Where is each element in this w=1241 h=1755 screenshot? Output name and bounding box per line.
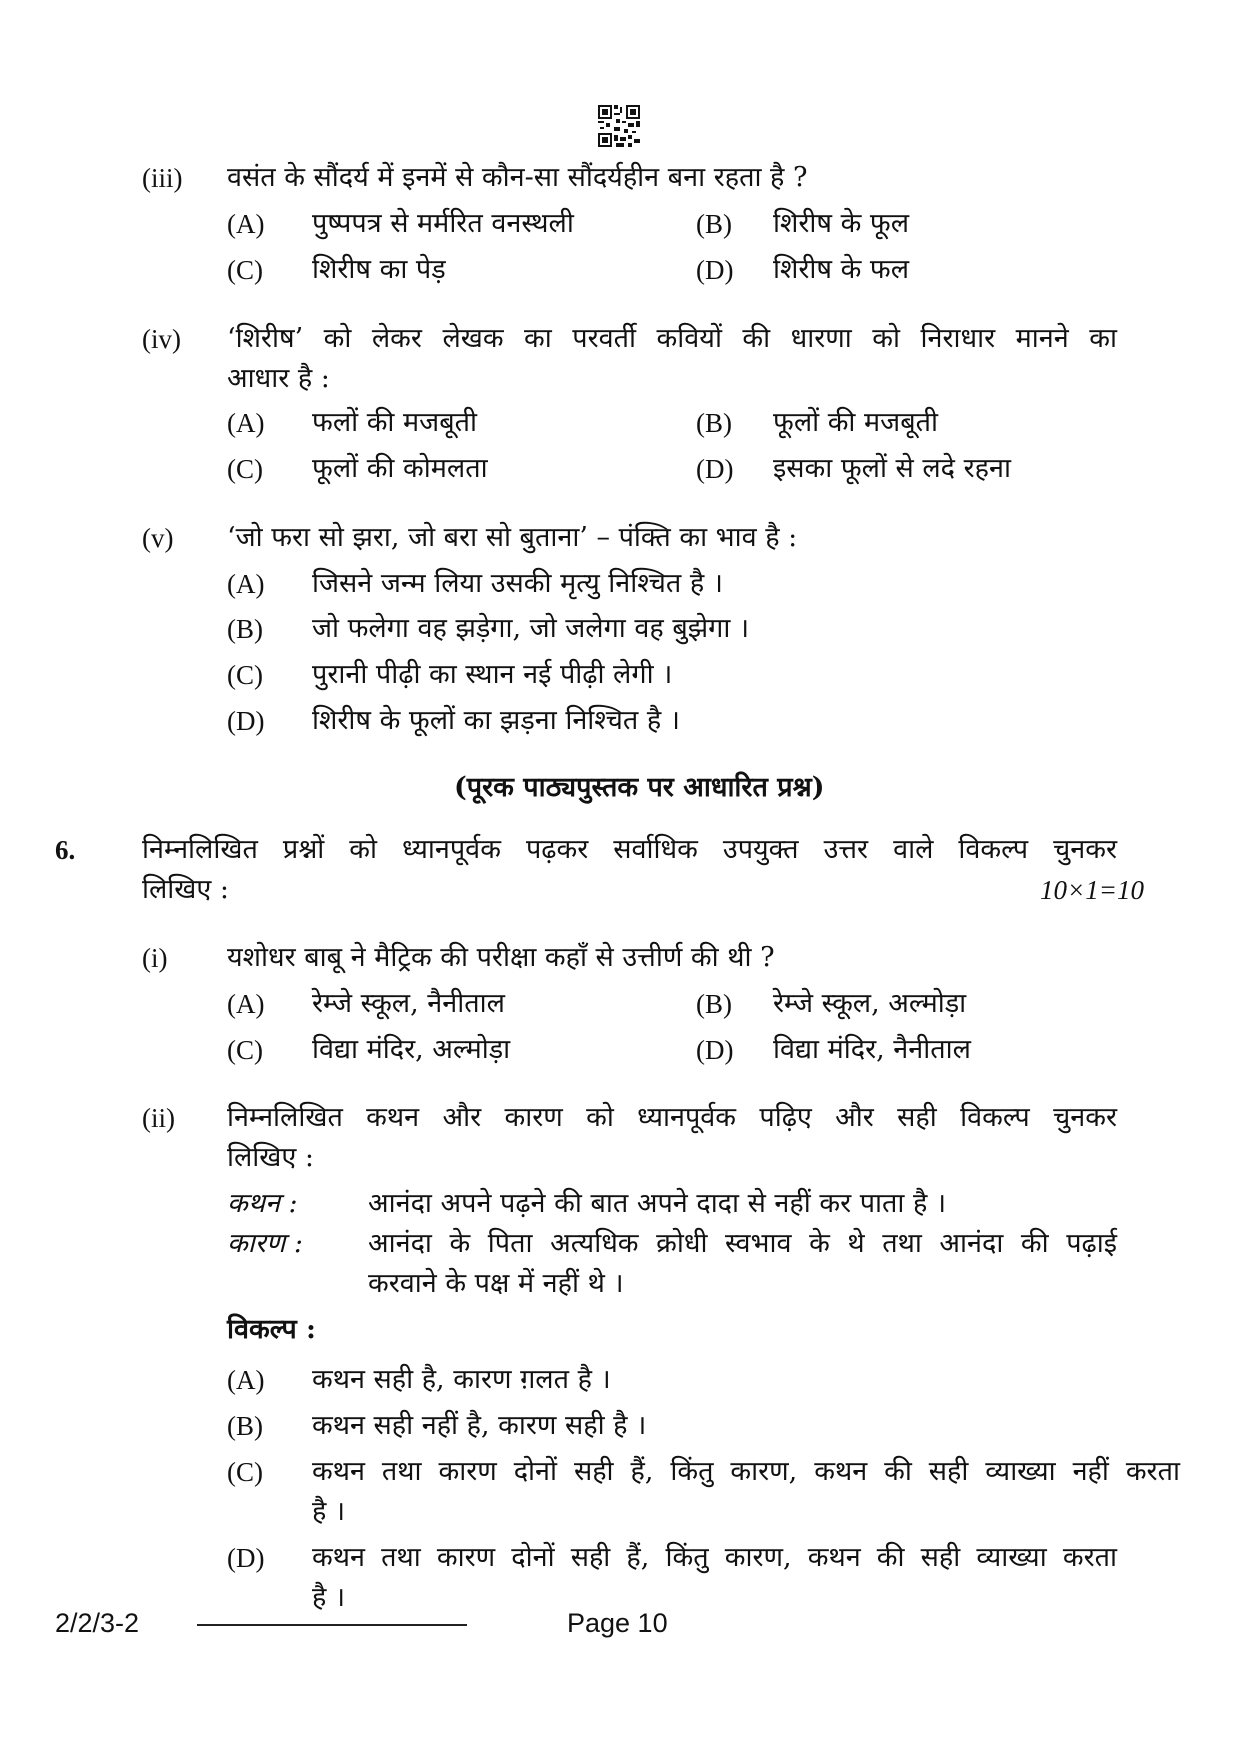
option-text: है ।: [312, 1496, 346, 1527]
option-label: (D): [696, 454, 734, 484]
option-text: कथन तथा कारण दोनों सही हैं, किंतु कारण, कथन की सही व्याख्या नहीं करता: [312, 1456, 1180, 1487]
option-text: शिरीष के फूलों का झड़ना निश्चित है ।: [312, 705, 681, 736]
option-text: कथन सही नहीं है, कारण सही है ।: [312, 1410, 647, 1441]
option-text: कथन सही है, कारण ग़लत है ।: [312, 1364, 611, 1395]
option-text: रेम्जे स्कूल, अल्मोड़ा: [773, 988, 967, 1019]
question-text: निम्नलिखित कथन और कारण को ध्यानपूर्वक पढ़िए और सही विकल्प चुनकर: [227, 1102, 1117, 1133]
reason-text: आनंदा के पिता अत्यधिक क्रोधी स्वभाव के थे तथा आनंदा की पढ़ाई: [368, 1228, 1117, 1259]
option-label: (D): [696, 1035, 734, 1065]
option-text: पुष्पपत्र से मर्मरित वनस्थली: [312, 208, 574, 239]
reason-label: कारण :: [227, 1228, 303, 1259]
question-number: (iii): [142, 163, 183, 193]
reason-text: करवाने के पक्ष में नहीं थे ।: [368, 1268, 624, 1299]
option-label: (B): [227, 614, 263, 644]
option-label: (A): [227, 1365, 265, 1395]
question-text: आधार है :: [227, 363, 330, 394]
question-text: ‘जो फरा सो झरा, जो बरा सो बुताना’ – पंक्ति का भाव है :: [227, 522, 798, 553]
question-number: (ii): [142, 1103, 175, 1133]
option-label: (B): [696, 989, 732, 1019]
option-label: (C): [227, 454, 263, 484]
option-text: शिरीष के फूल: [773, 208, 910, 239]
option-label: (B): [696, 209, 732, 239]
option-text: जो फलेगा वह झड़ेगा, जो जलेगा वह बुझेगा ।: [312, 613, 750, 644]
option-text: जिसने जन्म लिया उसकी मृत्यु निश्चित है ।: [312, 568, 724, 599]
option-label: (C): [227, 1035, 263, 1065]
option-text: शिरीष के फल: [773, 254, 910, 285]
option-label: (A): [227, 408, 265, 438]
option-text: शिरीष का पेड़: [312, 254, 446, 285]
option-text: विद्या मंदिर, नैनीताल: [773, 1034, 971, 1065]
option-text: इसका फूलों से लदे रहना: [773, 453, 1011, 484]
option-text: है ।: [312, 1582, 346, 1613]
option-text: फूलों की कोमलता: [312, 453, 488, 484]
instruction-text: लिखिए :: [142, 874, 229, 905]
option-label: (C): [227, 1457, 263, 1487]
option-label: (A): [227, 569, 265, 599]
option-label: (D): [696, 255, 734, 285]
marks: 10×1=10: [1040, 875, 1144, 905]
question-number: (iv): [142, 324, 181, 354]
instruction-text: निम्नलिखित प्रश्नों को ध्यानपूर्वक पढ़कर सर्वाधिक उपयुक्त उत्तर वाले विकल्प चुनकर: [142, 834, 1117, 865]
option-text: फूलों की मजबूती: [773, 407, 938, 438]
option-label: (C): [227, 255, 263, 285]
assertion-text: आनंदा अपने पढ़ने की बात अपने दादा से नहीं कर पाता है ।: [368, 1188, 947, 1219]
option-text: विद्या मंदिर, अल्मोड़ा: [312, 1034, 511, 1065]
section-heading: (पूरक पाठ्यपुस्तक पर आधारित प्रश्न): [454, 772, 825, 803]
page-number: Page 10: [567, 1608, 668, 1638]
question-number: 6.: [55, 835, 76, 865]
paper-code: 2/2/3-2: [55, 1608, 140, 1638]
option-label: (C): [227, 660, 263, 690]
option-label: (B): [696, 408, 732, 438]
option-text: कथन तथा कारण दोनों सही हैं, किंतु कारण, कथन की सही व्याख्या करता: [312, 1542, 1117, 1573]
option-text: फलों की मजबूती: [312, 407, 477, 438]
question-number: (i): [142, 943, 168, 973]
question-text: यशोधर बाबू ने मैट्रिक की परीक्षा कहाँ से उत्तीर्ण की थी ?: [227, 942, 775, 973]
option-label: (B): [227, 1411, 263, 1441]
option-label: (A): [227, 209, 265, 239]
option-label: (D): [227, 1543, 265, 1573]
question-text: वसंत के सौंदर्य में इनमें से कौन-सा सौंदर्यहीन बना रहता है ?: [227, 162, 808, 193]
option-text: पुरानी पीढ़ी का स्थान नई पीढ़ी लेगी ।: [312, 659, 673, 690]
question-text: ‘शिरीष’ को लेकर लेखक का परवर्ती कवियों की धारणा को निराधार मानने का: [227, 323, 1117, 354]
option-label: (A): [227, 989, 265, 1019]
option-label: (D): [227, 706, 265, 736]
options-heading: विकल्प :: [227, 1314, 317, 1345]
question-number: (v): [142, 523, 174, 553]
option-text: रेम्जे स्कूल, नैनीताल: [312, 988, 505, 1019]
footer-divider: [197, 1624, 467, 1626]
assertion-label: कथन :: [227, 1188, 298, 1219]
question-text: लिखिए :: [227, 1142, 314, 1173]
qr-code-icon: [598, 105, 640, 147]
